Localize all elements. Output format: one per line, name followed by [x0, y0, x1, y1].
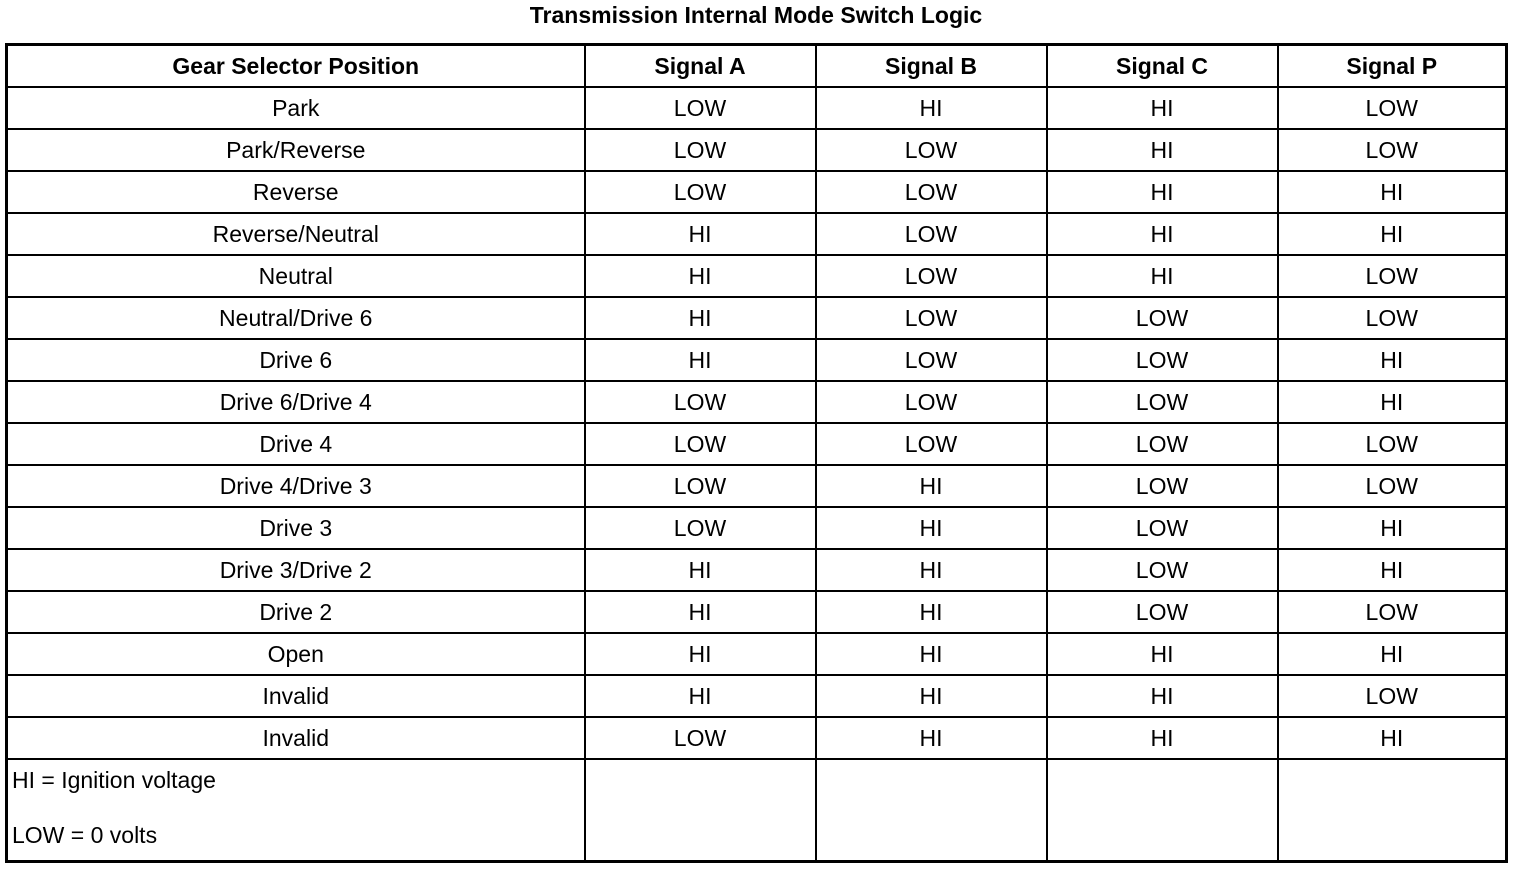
table-row — [7, 633, 1507, 675]
signal-a-cell: HI — [585, 339, 816, 381]
signal-p-cell: HI — [1278, 633, 1507, 675]
legend-low: LOW = 0 volts — [12, 822, 158, 848]
signal-b-cell: HI — [816, 633, 1047, 675]
legend-empty-cell — [816, 759, 1047, 862]
signal-b-cell: LOW — [816, 255, 1047, 297]
signal-p-cell: HI — [1278, 381, 1507, 423]
signal-c-cell: LOW — [1047, 339, 1278, 381]
signal-b-cell: LOW — [816, 171, 1047, 213]
signal-a-cell: LOW — [585, 381, 816, 423]
column-header-signal-p: Signal P — [1278, 45, 1507, 88]
signal-c-cell: HI — [1047, 171, 1278, 213]
signal-p-cell: LOW — [1278, 129, 1507, 171]
column-header-signal-a: Signal A — [585, 45, 816, 88]
gear-position-cell: Drive 3/Drive 2 — [7, 549, 585, 591]
header-row — [7, 45, 1507, 88]
gear-position-cell: Drive 3 — [7, 507, 585, 549]
signal-p-cell: LOW — [1278, 297, 1507, 339]
table-row — [7, 171, 1507, 213]
table-row — [7, 465, 1507, 507]
signal-b-cell: HI — [816, 507, 1047, 549]
column-header-signal-b: Signal B — [816, 45, 1047, 88]
table-row — [7, 381, 1507, 423]
gear-position-cell: Reverse/Neutral — [7, 213, 585, 255]
signal-p-cell: LOW — [1278, 465, 1507, 507]
gear-position-cell: Drive 2 — [7, 591, 585, 633]
signal-c-cell: LOW — [1047, 423, 1278, 465]
signal-b-cell: LOW — [816, 129, 1047, 171]
signal-a-cell: HI — [585, 675, 816, 717]
signal-p-cell: HI — [1278, 171, 1507, 213]
table-row — [7, 87, 1507, 129]
table-row — [7, 507, 1507, 549]
signal-c-cell: HI — [1047, 633, 1278, 675]
gear-position-cell: Invalid — [7, 717, 585, 759]
gear-position-cell: Drive 6/Drive 4 — [7, 381, 585, 423]
signal-a-cell: LOW — [585, 423, 816, 465]
table-row — [7, 549, 1507, 591]
signal-a-cell: LOW — [585, 171, 816, 213]
legend-empty-cell — [1278, 759, 1507, 862]
signal-c-cell: LOW — [1047, 297, 1278, 339]
column-header-gear-selector-position: Gear Selector Position — [7, 45, 585, 88]
signal-c-cell: LOW — [1047, 549, 1278, 591]
table-row — [7, 213, 1507, 255]
signal-b-cell: LOW — [816, 213, 1047, 255]
signal-b-cell: HI — [816, 591, 1047, 633]
signal-a-cell: LOW — [585, 129, 816, 171]
signal-c-cell: HI — [1047, 675, 1278, 717]
legend-row — [7, 759, 1507, 862]
signal-c-cell: HI — [1047, 213, 1278, 255]
gear-position-cell: Neutral/Drive 6 — [7, 297, 585, 339]
signal-a-cell: HI — [585, 549, 816, 591]
signal-p-cell: HI — [1278, 717, 1507, 759]
table-row — [7, 675, 1507, 717]
signal-a-cell: LOW — [585, 465, 816, 507]
signal-c-cell: HI — [1047, 255, 1278, 297]
signal-c-cell: LOW — [1047, 591, 1278, 633]
signal-a-cell: HI — [585, 213, 816, 255]
signal-c-cell: HI — [1047, 129, 1278, 171]
gear-position-cell: Park/Reverse — [7, 129, 585, 171]
signal-a-cell: LOW — [585, 717, 816, 759]
gear-position-cell: Reverse — [7, 171, 585, 213]
table-row — [7, 591, 1507, 633]
signal-p-cell: LOW — [1278, 591, 1507, 633]
gear-position-cell: Park — [7, 87, 585, 129]
table-body — [7, 87, 1507, 759]
signal-b-cell: HI — [816, 87, 1047, 129]
signal-p-cell: LOW — [1278, 675, 1507, 717]
signal-b-cell: HI — [816, 675, 1047, 717]
signal-c-cell: HI — [1047, 87, 1278, 129]
signal-b-cell: LOW — [816, 423, 1047, 465]
signal-p-cell: HI — [1278, 213, 1507, 255]
signal-a-cell: HI — [585, 633, 816, 675]
signal-a-cell: HI — [585, 297, 816, 339]
gear-position-cell: Drive 4/Drive 3 — [7, 465, 585, 507]
gear-position-cell: Invalid — [7, 675, 585, 717]
signal-c-cell: LOW — [1047, 465, 1278, 507]
signal-p-cell: HI — [1278, 549, 1507, 591]
signal-a-cell: LOW — [585, 507, 816, 549]
table-header — [7, 45, 1507, 88]
table-row — [7, 717, 1507, 759]
table-row — [7, 255, 1507, 297]
table-legend-row — [7, 759, 1507, 862]
legend-empty-cell — [585, 759, 816, 862]
table-row — [7, 129, 1507, 171]
signal-c-cell: LOW — [1047, 507, 1278, 549]
gear-position-cell: Neutral — [7, 255, 585, 297]
signal-p-cell: HI — [1278, 507, 1507, 549]
signal-b-cell: LOW — [816, 381, 1047, 423]
table-title: Transmission Internal Mode Switch Logic — [529, 2, 983, 28]
gear-position-cell: Open — [7, 633, 585, 675]
gear-position-cell: Drive 4 — [7, 423, 585, 465]
signal-c-cell: HI — [1047, 717, 1278, 759]
signal-b-cell: HI — [816, 549, 1047, 591]
signal-p-cell: LOW — [1278, 87, 1507, 129]
table-row — [7, 423, 1507, 465]
column-header-signal-c: Signal C — [1047, 45, 1278, 88]
mode-switch-logic-table — [5, 43, 1508, 863]
signal-a-cell: HI — [585, 255, 816, 297]
signal-b-cell: HI — [816, 465, 1047, 507]
legend-hi: HI = Ignition voltage — [12, 767, 216, 793]
signal-a-cell: LOW — [585, 87, 816, 129]
signal-p-cell: LOW — [1278, 423, 1507, 465]
signal-p-cell: LOW — [1278, 255, 1507, 297]
signal-a-cell: HI — [585, 591, 816, 633]
legend-cell — [7, 759, 585, 862]
signal-b-cell: HI — [816, 717, 1047, 759]
signal-p-cell: HI — [1278, 339, 1507, 381]
table-row — [7, 297, 1507, 339]
signal-c-cell: LOW — [1047, 381, 1278, 423]
table-row — [7, 339, 1507, 381]
signal-b-cell: LOW — [816, 339, 1047, 381]
signal-b-cell: LOW — [816, 297, 1047, 339]
legend-empty-cell — [1047, 759, 1278, 862]
gear-position-cell: Drive 6 — [7, 339, 585, 381]
